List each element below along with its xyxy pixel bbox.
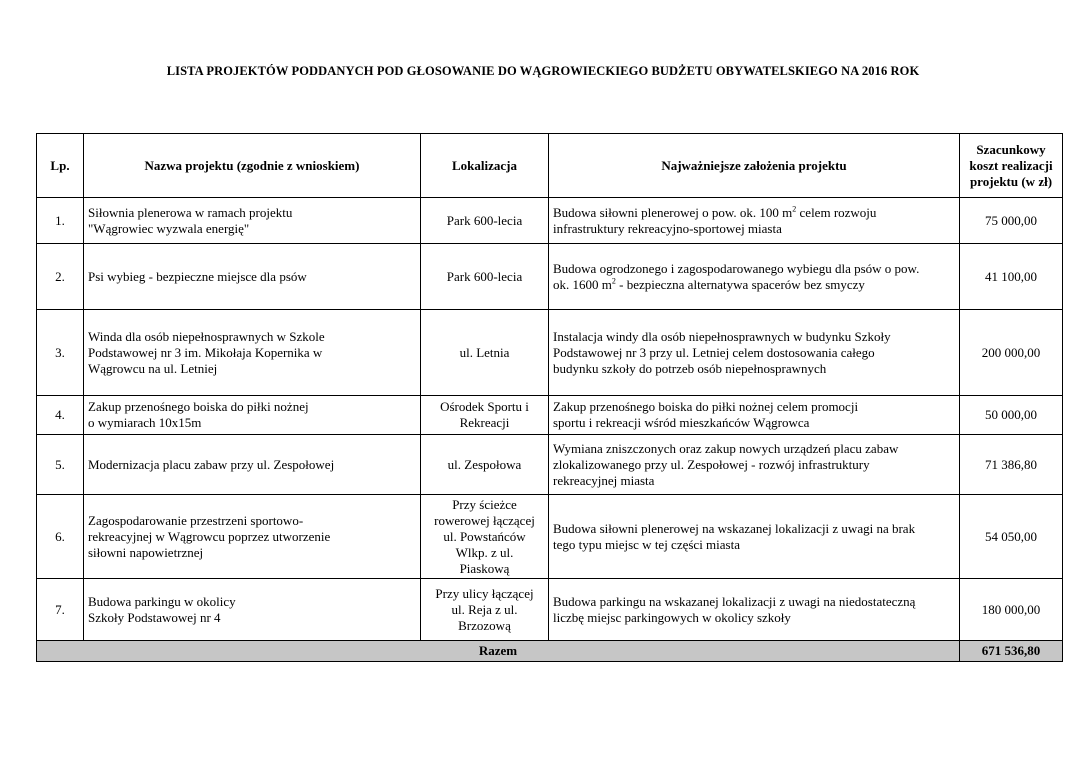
cell-project-name: Zagospodarowanie przestrzeni sportowo- rekreacyjnej w Wągrowcu poprzez utworzenie siłowni napowietrznej <box>84 495 421 579</box>
cell-lp: 5. <box>37 435 84 495</box>
cell-location: Ośrodek Sportu i Rekreacji <box>421 396 549 435</box>
cell-description: Budowa siłowni plenerowej o pow. ok. 100 $m^2$ celem rozwoju infrastruktury rekreacyjno-sportowej miasta <box>549 198 960 244</box>
cell-cost: 200 000,00 <box>960 310 1063 396</box>
cell-cost: 75 000,00 <box>960 198 1063 244</box>
cell-location: ul. Zespołowa <box>421 435 549 495</box>
cell-project-name: Psi wybieg - bezpieczne miejsce dla psów <box>84 244 421 310</box>
cell-description: Instalacja windy dla osób niepełnosprawnych w budynku Szkoły Podstawowej nr 3 przy ul. Letniej celem dostosowania całego budynku szkoły do potrzeb osób niepełnosprawnych <box>549 310 960 396</box>
cell-project-name: Winda dla osób niepełnosprawnych w Szkole Podstawowej nr 3 im. Mikołaja Kopernika w Wągrowcu na ul. Letniej <box>84 310 421 396</box>
header-location: Lokalizacja <box>421 134 549 198</box>
cell-description: Budowa parkingu na wskazanej lokalizacji z uwagi na niedostateczną liczbę miejsc parkingowych w okolicy szkoły <box>549 579 960 641</box>
table-row <box>37 435 1063 495</box>
cell-description: Zakup przenośnego boiska do piłki nożnej celem promocji sportu i rekreacji wśród mieszkańców Wągrowca <box>549 396 960 435</box>
header-lp: Lp. <box>37 134 84 198</box>
table-row <box>37 579 1063 641</box>
total-label: Razem <box>37 641 960 662</box>
cell-project-name: Modernizacja placu zabaw przy ul. Zespołowej <box>84 435 421 495</box>
cell-project-name: Zakup przenośnego boiska do piłki nożnej o wymiarach 10x15m <box>84 396 421 435</box>
cell-description: Budowa ogrodzonego i zagospodarowanego wybiegu dla psów o pow. ok. 1600 $m^2$ - bezpieczna alternatywa spacerów bez smyczy <box>549 244 960 310</box>
cell-location: Park 600-lecia <box>421 198 549 244</box>
cell-project-name: Siłownia plenerowa w ramach projektu "Wągrowiec wyzwala energię" <box>84 198 421 244</box>
cell-location: Park 600-lecia <box>421 244 549 310</box>
table-row <box>37 495 1063 579</box>
cell-description: Budowa siłowni plenerowej na wskazanej lokalizacji z uwagi na brak tego typu miejsc w tej części miasta <box>549 495 960 579</box>
cell-cost: 54 050,00 <box>960 495 1063 579</box>
cell-location: Przy ścieżce rowerowej łączącej ul. Powstańców Wlkp. z ul. Piaskową <box>421 495 549 579</box>
cell-cost: 71 386,80 <box>960 435 1063 495</box>
document-title: LISTA PROJEKTÓW PODDANYCH POD GŁOSOWANIE DO WĄGROWIECKIEGO BUDŻETU OBYWATELSKIEGO NA 2016 ROK <box>166 64 920 78</box>
header-name: Nazwa projektu (zgodnie z wnioskiem) <box>84 134 421 198</box>
total-value: 671 536,80 <box>960 641 1063 662</box>
table-row <box>37 310 1063 396</box>
cell-project-name: Budowa parkingu w okolicy Szkoły Podstawowej nr 4 <box>84 579 421 641</box>
cell-lp: 6. <box>37 495 84 579</box>
header-description: Najważniejsze założenia projektu <box>549 134 960 198</box>
cell-cost: 50 000,00 <box>960 396 1063 435</box>
cell-lp: 2. <box>37 244 84 310</box>
cell-lp: 4. <box>37 396 84 435</box>
cell-description: Wymiana zniszczonych oraz zakup nowych urządzeń placu zabaw zlokalizowanego przy ul. Zespołowej - rozwój infrastruktury rekreacyjnej miasta <box>549 435 960 495</box>
table-row <box>37 244 1063 310</box>
total-row <box>37 641 1063 662</box>
cell-lp: 7. <box>37 579 84 641</box>
header-cost: Szacunkowy koszt realizacji projektu (w zł) <box>960 134 1063 198</box>
cell-location: ul. Letnia <box>421 310 549 396</box>
cell-cost: 180 000,00 <box>960 579 1063 641</box>
table-row <box>37 198 1063 244</box>
projects-table <box>36 133 1063 662</box>
table-row <box>37 396 1063 435</box>
cell-lp: 3. <box>37 310 84 396</box>
table-header-row <box>37 134 1063 198</box>
cell-lp: 1. <box>37 198 84 244</box>
cell-cost: 41 100,00 <box>960 244 1063 310</box>
cell-location: Przy ulicy łączącej ul. Reja z ul. Brzozową <box>421 579 549 641</box>
